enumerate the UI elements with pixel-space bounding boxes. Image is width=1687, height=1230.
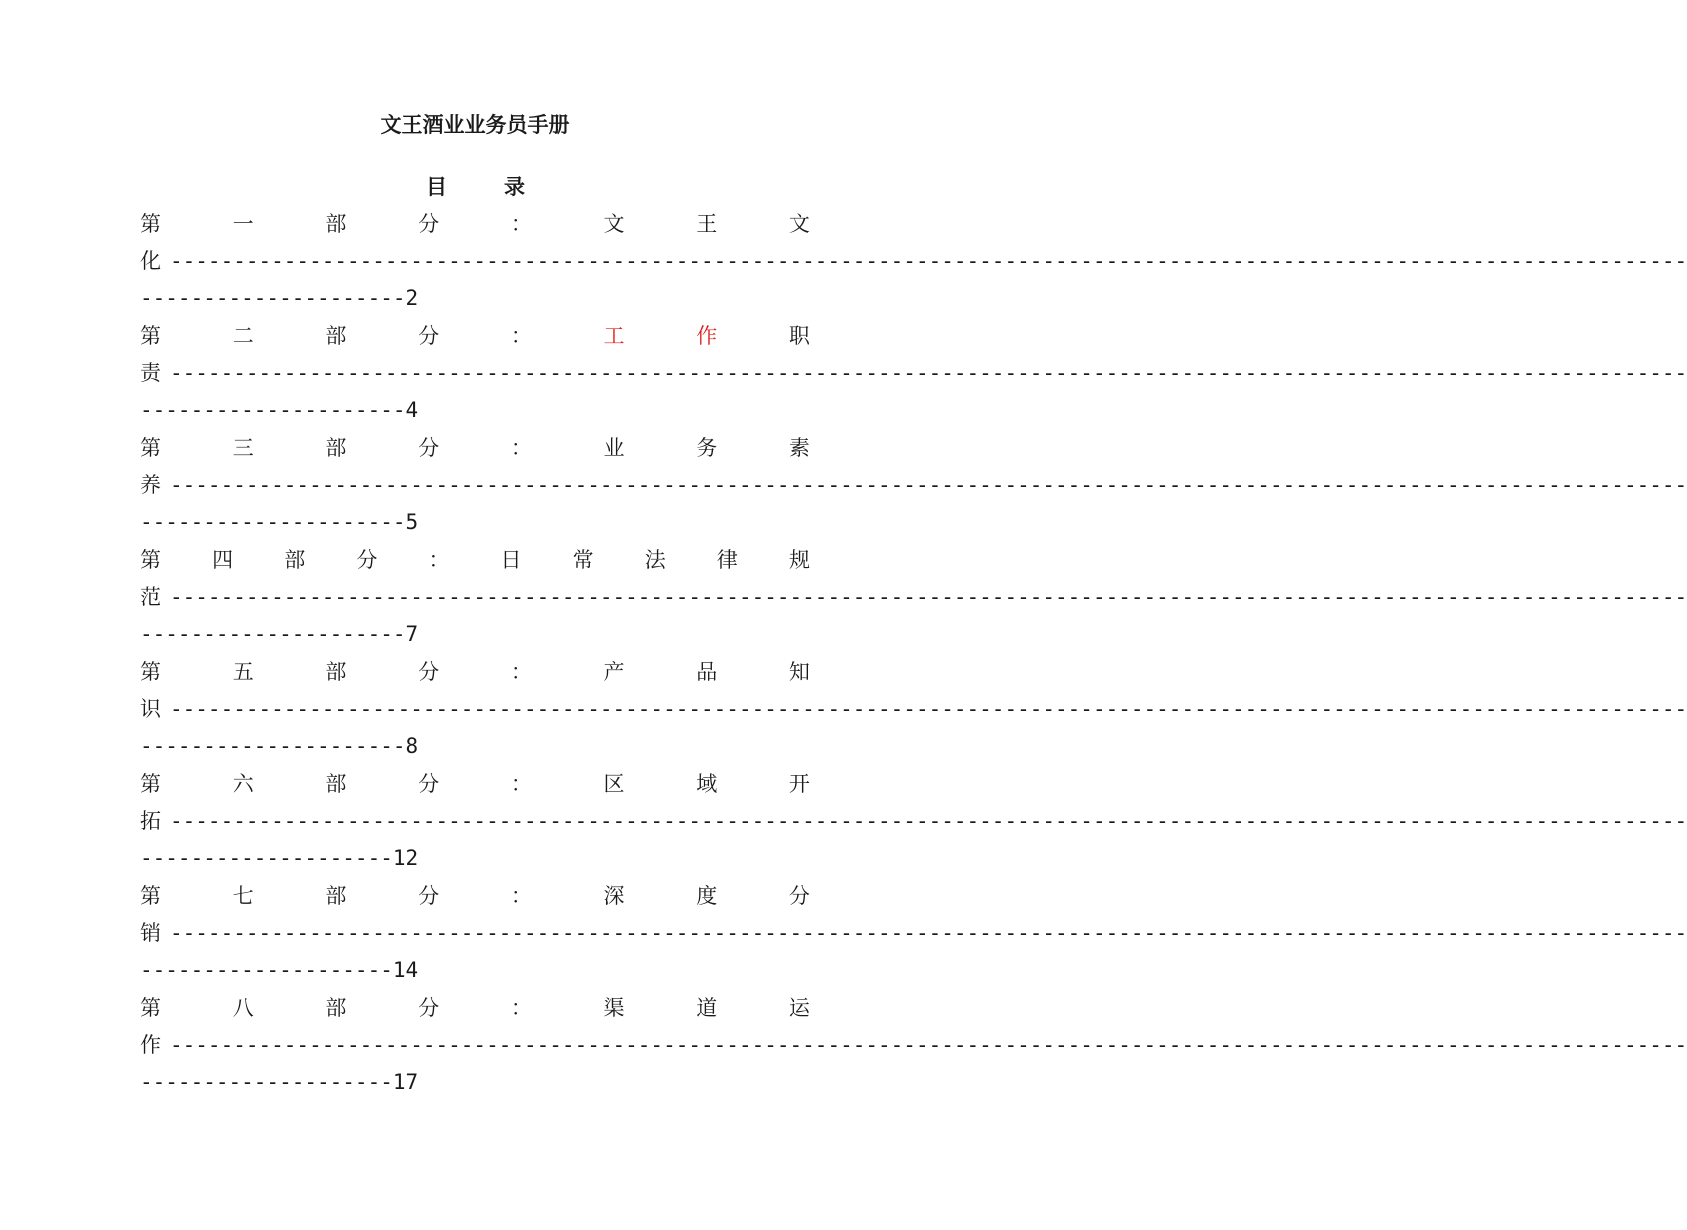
toc-entry-char: 五 — [232, 660, 254, 684]
toc-entry-char: 产 — [603, 660, 625, 684]
dot-leader: --------------------- — [140, 734, 406, 758]
toc-entry-char: 道 — [696, 996, 718, 1020]
table-of-contents — [140, 206, 1687, 1102]
toc-entry-wrap-char: 养 — [140, 473, 161, 497]
toc-entry-char: 部 — [325, 212, 347, 236]
dot-leader: ------------------------------------------------------------------------------------------------------------------------ — [170, 1033, 1687, 1057]
toc-entry-leader-line — [140, 1027, 1687, 1063]
toc-entry-char: 分 — [788, 884, 810, 908]
toc-entry-char: 四 — [212, 548, 234, 572]
toc-entry-wrap-char: 识 — [140, 697, 161, 721]
toc-entry-page-line — [140, 728, 810, 764]
toc-entry-wrap-char: 作 — [140, 1033, 161, 1057]
toc-entry-char: 律 — [716, 548, 738, 572]
page-number: 4 — [405, 398, 419, 422]
toc-entry-char: 部 — [325, 660, 347, 684]
toc-entry-char: 品 — [696, 660, 718, 684]
toc-entry-wrap-char: 销 — [140, 921, 161, 945]
toc-entry-title-line — [140, 206, 810, 242]
toc-entry-wrap-char: 化 — [140, 249, 161, 273]
toc-entry-page-line — [140, 840, 810, 876]
toc-entry-char: 度 — [696, 884, 718, 908]
toc-entry-char: ： — [510, 324, 532, 348]
toc-entry-title-line — [140, 542, 810, 578]
toc-entry[interactable] — [140, 542, 1687, 654]
page-number: 12 — [392, 846, 419, 870]
toc-entry[interactable] — [140, 990, 1687, 1102]
toc-entry-char: 部 — [325, 884, 347, 908]
toc-entry-char: 八 — [232, 996, 254, 1020]
toc-entry-char: 运 — [788, 996, 810, 1020]
dot-leader: --------------------- — [140, 398, 406, 422]
toc-entry-char: ： — [510, 212, 532, 236]
toc-entry-char: 第 — [140, 324, 161, 348]
toc-entry[interactable] — [140, 766, 1687, 878]
toc-entry-page-line — [140, 952, 810, 988]
toc-entry-char: 工 — [603, 324, 625, 348]
toc-entry-char: 第 — [140, 212, 161, 236]
toc-entry-char: 分 — [418, 660, 440, 684]
toc-entry-title-line — [140, 878, 810, 914]
toc-entry-char: 素 — [788, 436, 810, 460]
toc-entry-char: 常 — [572, 548, 594, 572]
toc-entry-char: 七 — [232, 884, 254, 908]
toc-entry-char: 域 — [696, 772, 718, 796]
toc-entry-leader-line — [140, 355, 1687, 391]
dot-leader: -------------------- — [140, 1070, 393, 1094]
dot-leader: --------------------- — [140, 286, 406, 310]
toc-entry-page-line — [140, 616, 810, 652]
toc-entry-leader-line — [140, 579, 1687, 615]
toc-entry-page-line — [140, 1064, 810, 1100]
toc-entry-char: 分 — [356, 548, 378, 572]
toc-entry-title-line — [140, 318, 810, 354]
dot-leader: -------------------- — [140, 846, 393, 870]
toc-entry-page-line — [140, 280, 810, 316]
toc-entry-char: 作 — [696, 324, 718, 348]
toc-entry-wrap-char: 范 — [140, 585, 161, 609]
toc-entry-char: 第 — [140, 996, 161, 1020]
toc-entry-char: 开 — [788, 772, 810, 796]
toc-entry-char: 分 — [418, 436, 440, 460]
toc-entry-char: 分 — [418, 772, 440, 796]
toc-entry-char: ： — [510, 660, 532, 684]
toc-heading-char-1: 目 — [426, 174, 447, 199]
toc-entry-wrap-char: 责 — [140, 361, 161, 385]
dot-leader: ------------------------------------------------------------------------------------------------------------------------ — [170, 473, 1687, 497]
toc-entry-char: 三 — [232, 436, 254, 460]
toc-entry-char: ： — [510, 436, 532, 460]
toc-entry-char: 王 — [696, 212, 718, 236]
toc-entry-char: ： — [510, 772, 532, 796]
toc-entry-char: 区 — [603, 772, 625, 796]
toc-entry-char: 部 — [325, 324, 347, 348]
toc-entry-char: 分 — [418, 212, 440, 236]
toc-entry-char: 深 — [603, 884, 625, 908]
toc-entry-char: 部 — [325, 772, 347, 796]
toc-entry[interactable] — [140, 878, 1687, 990]
toc-entry-title-line — [140, 430, 810, 466]
toc-entry-page-line — [140, 392, 810, 428]
toc-entry-char: 部 — [325, 436, 347, 460]
toc-entry-char: 部 — [325, 996, 347, 1020]
toc-entry[interactable] — [140, 654, 1687, 766]
page-number: 8 — [405, 734, 419, 758]
toc-entry-char: 分 — [418, 324, 440, 348]
toc-entry-char: 一 — [232, 212, 254, 236]
dot-leader: --------------------- — [140, 510, 406, 534]
toc-heading-char-2: 录 — [504, 174, 525, 199]
toc-entry[interactable] — [140, 206, 1687, 318]
toc-entry-leader-line — [140, 691, 1687, 727]
page-number: 17 — [392, 1070, 419, 1094]
dot-leader: ------------------------------------------------------------------------------------------------------------------------ — [170, 361, 1687, 385]
toc-entry[interactable] — [140, 318, 1687, 430]
toc-entry-char: ： — [510, 884, 532, 908]
toc-entry-char: ： — [510, 996, 532, 1020]
toc-entry-char: 分 — [418, 996, 440, 1020]
toc-entry-char: 业 — [603, 436, 625, 460]
toc-entry-char: 知 — [788, 660, 810, 684]
toc-entry-title-line — [140, 990, 810, 1026]
toc-entry-char: 六 — [232, 772, 254, 796]
document-title: 文王酒业业务员手册 — [380, 112, 570, 137]
toc-entry-leader-line — [140, 243, 1687, 279]
toc-entry-page-line — [140, 504, 810, 540]
page-number: 14 — [392, 958, 419, 982]
dot-leader: ------------------------------------------------------------------------------------------------------------------------ — [170, 921, 1687, 945]
toc-entry-char: 第 — [140, 548, 161, 572]
dot-leader: ------------------------------------------------------------------------------------------------------------------------ — [170, 697, 1687, 721]
toc-entry-char: 法 — [644, 548, 666, 572]
toc-entry[interactable] — [140, 430, 1687, 542]
toc-entry-leader-line — [140, 915, 1687, 951]
dot-leader: -------------------- — [140, 958, 393, 982]
toc-entry-char: 职 — [788, 324, 810, 348]
toc-entry-char: 日 — [500, 548, 522, 572]
toc-entry-char: 规 — [788, 548, 810, 572]
toc-entry-title-line — [140, 654, 810, 690]
page-number: 2 — [405, 286, 419, 310]
page-number: 7 — [405, 622, 419, 646]
toc-entry-char: 第 — [140, 772, 161, 796]
toc-entry-char: 二 — [232, 324, 254, 348]
toc-entry-char: 第 — [140, 660, 161, 684]
page-number: 5 — [405, 510, 419, 534]
toc-entry-char: 第 — [140, 436, 161, 460]
dot-leader: ------------------------------------------------------------------------------------------------------------------------ — [170, 585, 1687, 609]
toc-entry-wrap-char: 拓 — [140, 809, 161, 833]
toc-entry-char: 分 — [418, 884, 440, 908]
toc-entry-char: 部 — [284, 548, 306, 572]
toc-entry-leader-line — [140, 467, 1687, 503]
dot-leader: --------------------- — [140, 622, 406, 646]
dot-leader: ------------------------------------------------------------------------------------------------------------------------ — [170, 809, 1687, 833]
toc-entry-char: 渠 — [603, 996, 625, 1020]
toc-entry-title-line — [140, 766, 810, 802]
dot-leader: ------------------------------------------------------------------------------------------------------------------------ — [170, 249, 1687, 273]
toc-entry-leader-line — [140, 803, 1687, 839]
toc-entry-char: 文 — [788, 212, 810, 236]
toc-entry-char: 务 — [696, 436, 718, 460]
toc-entry-char: ： — [428, 548, 450, 572]
toc-entry-char: 文 — [603, 212, 625, 236]
toc-entry-char: 第 — [140, 884, 161, 908]
